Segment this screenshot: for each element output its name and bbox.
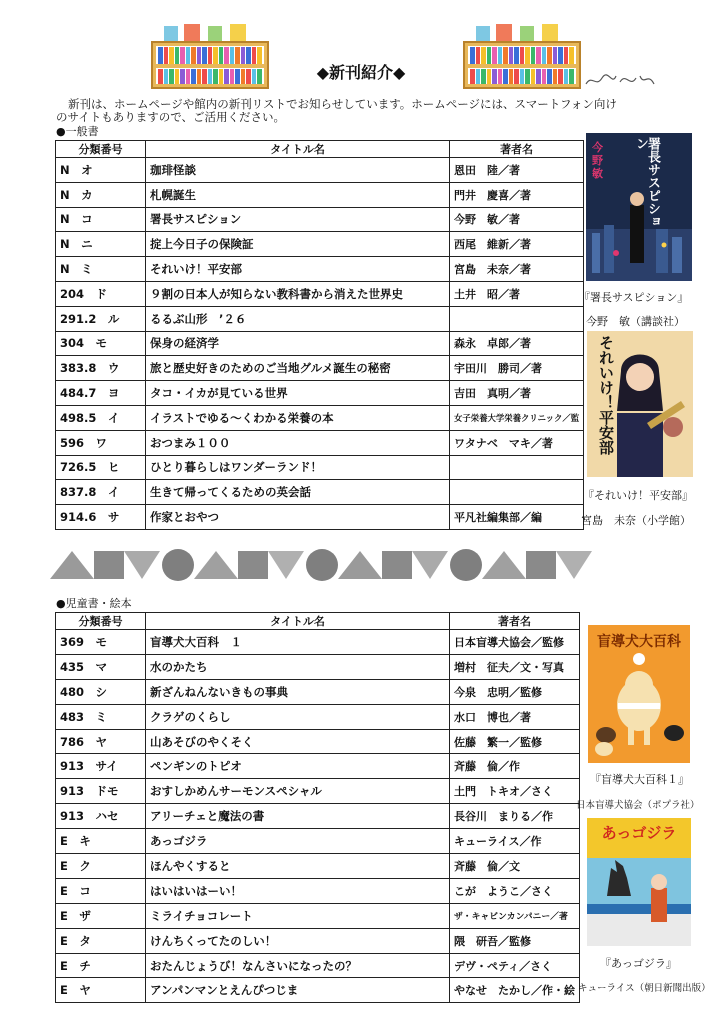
cell-author: 今泉 忠明／監修: [450, 679, 580, 704]
table-row: [56, 232, 584, 257]
cell-code: 480 シ: [56, 679, 146, 704]
column-header-title: タイトル名: [146, 613, 450, 630]
cell-title: アリーチェと魔法の書: [146, 804, 450, 829]
cell-title: 盲導犬大百科 １: [146, 630, 450, 655]
cell-author: 吉田 真明／著: [450, 381, 584, 406]
cell-author: 宮島 未奈／著: [450, 257, 584, 282]
cell-code: 304 モ: [56, 331, 146, 356]
cell-code: N コ: [56, 207, 146, 232]
bookshelf-left-icon: [150, 20, 270, 90]
cell-title: はいはいはーい！: [146, 878, 450, 903]
cell-title: おたんじょうび！なんさいになったの？: [146, 953, 450, 978]
table-header-row: [56, 141, 584, 158]
cell-author: [450, 306, 584, 331]
book-cover-shocho-suspicion: [586, 133, 692, 281]
cover-title-text: 盲導犬大百科: [597, 634, 681, 650]
cell-title: けんちくってたのしい！: [146, 928, 450, 953]
table-row: [56, 207, 584, 232]
table-row: [56, 729, 580, 754]
cell-title: ９割の日本人が知らない教科書から消えた世界史: [146, 281, 450, 306]
cell-code: E ク: [56, 854, 146, 879]
cell-code: 369 モ: [56, 630, 146, 655]
cell-code: 913 サイ: [56, 754, 146, 779]
table-row: [56, 405, 584, 430]
cell-code: 913 ハセ: [56, 804, 146, 829]
table-row: [56, 903, 580, 928]
table-row: [56, 257, 584, 282]
cell-title: 生きて帰ってくるための英会話: [146, 480, 450, 505]
book-cover-modoken-daihyakka: [588, 625, 690, 763]
cover-caption-title: 『盲導犬大百科１』: [590, 773, 689, 786]
cell-author: ザ・キャビンカンパニー／著: [450, 903, 580, 928]
table-row: [56, 281, 584, 306]
table-row: [56, 630, 580, 655]
table-row: [56, 704, 580, 729]
cell-title: ミライチョコレート: [146, 903, 450, 928]
cell-author: 恩田 陸／著: [450, 158, 584, 183]
column-header-code: 分類番号: [56, 141, 146, 158]
table-row: [56, 480, 584, 505]
cover-author-text: 今野 敏: [592, 141, 603, 180]
cell-code: N カ: [56, 182, 146, 207]
cell-title: 作家とおやつ: [146, 505, 450, 530]
cell-author: 長谷川 まりる／作: [450, 804, 580, 829]
cover-caption-author: 宮島 未奈（小学館）: [581, 514, 691, 527]
table-row: [56, 505, 584, 530]
table-row: [56, 878, 580, 903]
cell-author: [450, 480, 584, 505]
cell-code: E ヤ: [56, 978, 146, 1003]
cell-code: 913 ドモ: [56, 779, 146, 804]
cell-author: 斉藤 倫／文: [450, 854, 580, 879]
cell-title: イラストでゆる～くわかる栄養の本: [146, 405, 450, 430]
cover-title-text: それいけ！平安部: [597, 335, 615, 455]
cell-title: 掟上今日子の保険証: [146, 232, 450, 257]
cell-author: 水口 博也／著: [450, 704, 580, 729]
cover-caption-title: 『それいけ！平安部』: [583, 489, 693, 502]
cell-code: 726.5 ヒ: [56, 455, 146, 480]
book-cover-soreike-heianbu: [587, 331, 693, 477]
table-row: [56, 754, 580, 779]
column-header-title: タイトル名: [146, 141, 450, 158]
cover-title-text: 署長サスピション: [633, 137, 660, 228]
cell-code: 498.5 イ: [56, 405, 146, 430]
intro-text: [56, 98, 676, 124]
cell-author: 今野 敏／著: [450, 207, 584, 232]
cell-title: おつまみ１００: [146, 430, 450, 455]
cell-code: 383.8 ウ: [56, 356, 146, 381]
table-row: [56, 381, 584, 406]
table-row: [56, 306, 584, 331]
cell-title: あっゴジラ: [146, 829, 450, 854]
cell-title: ほんやくすると: [146, 854, 450, 879]
table-row: [56, 331, 584, 356]
cell-title: それいけ！平安部: [146, 257, 450, 282]
cell-title: るるぶ山形 ’２６: [146, 306, 450, 331]
table-row: [56, 430, 584, 455]
table-row: [56, 779, 580, 804]
column-header-author: 著者名: [450, 613, 580, 630]
cell-author: 平凡社編集部／編: [450, 505, 584, 530]
cover-title-text: あっゴジラ: [601, 824, 677, 842]
table-row: [56, 978, 580, 1003]
cell-code: E タ: [56, 928, 146, 953]
table-row: [56, 804, 580, 829]
cell-author: 門井 慶喜／著: [450, 182, 584, 207]
cell-author: 宇田川 勝司／著: [450, 356, 584, 381]
cell-author: 土門 トキオ／さく: [450, 779, 580, 804]
cell-title: 署長サスピション: [146, 207, 450, 232]
cell-code: 291.2 ル: [56, 306, 146, 331]
cell-title: 水のかたち: [146, 654, 450, 679]
cell-code: 483 ミ: [56, 704, 146, 729]
cell-title: 珈琲怪談: [146, 158, 450, 183]
cell-author: こが ようこ／さく: [450, 878, 580, 903]
general-books-table: [55, 140, 584, 530]
cell-title: 山あそびのやくそく: [146, 729, 450, 754]
cell-title: 札幌誕生: [146, 182, 450, 207]
cell-code: E チ: [56, 953, 146, 978]
cell-author: やなせ たかし／作・絵: [450, 978, 580, 1003]
cell-code: 484.7 ヨ: [56, 381, 146, 406]
cell-code: 837.8 イ: [56, 480, 146, 505]
cell-code: N ミ: [56, 257, 146, 282]
cell-author: ワタナベ マキ／著: [450, 430, 584, 455]
cell-author: 土井 昭／著: [450, 281, 584, 306]
cell-author: 森永 卓郎／著: [450, 331, 584, 356]
cell-title: 旅と歴史好きのためのご当地グルメ誕生の秘密: [146, 356, 450, 381]
cell-author: キューライス／作: [450, 829, 580, 854]
table-row: [56, 158, 584, 183]
cell-title: ペンギンのトピオ: [146, 754, 450, 779]
page-title: ◆新刊紹介◆: [316, 63, 406, 82]
cell-code: 204 ド: [56, 281, 146, 306]
cell-author: [450, 455, 584, 480]
cell-code: 435 マ: [56, 654, 146, 679]
table-row: [56, 455, 584, 480]
cell-title: 保身の経済学: [146, 331, 450, 356]
decorative-divider: [50, 545, 610, 585]
cell-title: アンパンマンとえんぴつじま: [146, 978, 450, 1003]
cell-author: 日本盲導犬協会／監修: [450, 630, 580, 655]
cell-author: デヴ・ペティ／さく: [450, 953, 580, 978]
cell-code: E コ: [56, 878, 146, 903]
children-section-label: ●児童書・絵本: [56, 597, 132, 610]
cell-code: E キ: [56, 829, 146, 854]
cell-title: クラゲのくらし: [146, 704, 450, 729]
table-row: [56, 953, 580, 978]
children-books-table: [55, 612, 580, 1003]
cell-author: 増村 征夫／文・写真: [450, 654, 580, 679]
table-row: [56, 928, 580, 953]
bookshelf-right-icon: [462, 20, 582, 90]
book-cover-a-gojira: [587, 818, 691, 946]
cover-caption-author: キューライス（朝日新聞出版）: [578, 983, 711, 994]
table-header-row: [56, 613, 580, 630]
column-header-code: 分類番号: [56, 613, 146, 630]
cover-caption-author: 今野 敏（講談社）: [586, 315, 685, 328]
cover-caption-title: 『署長サスピション』: [579, 291, 689, 304]
cover-caption-author: 日本盲導犬協会（ポプラ社）: [576, 800, 700, 811]
intro-line-2: のサイトもありますので、ご活用ください。: [56, 110, 285, 124]
cell-title: おすしかめんサーモンスペシャル: [146, 779, 450, 804]
intro-line-1: 新刊は、ホームページや館内の新刊リストでお知らせしています。ホームページには、スマートフォン向け: [68, 97, 617, 111]
cell-code: N ニ: [56, 232, 146, 257]
column-header-author: 著者名: [450, 141, 584, 158]
cell-author: 女子栄養大学栄養クリニック／監: [450, 405, 584, 430]
table-row: [56, 356, 584, 381]
table-row: [56, 654, 580, 679]
cell-title: タコ・イカが見ている世界: [146, 381, 450, 406]
cell-title: ひとり暮らしはワンダーランド！: [146, 455, 450, 480]
cell-author: 隈 研吾／監修: [450, 928, 580, 953]
general-section-label: ●一般書: [56, 125, 99, 138]
table-row: [56, 679, 580, 704]
cell-author: 佐藤 繁一／監修: [450, 729, 580, 754]
cell-title: 新ざんねんないきもの事典: [146, 679, 450, 704]
cell-code: 786 ヤ: [56, 729, 146, 754]
cover-caption-title: 『あっゴジラ』: [600, 957, 677, 970]
cell-author: 西尾 維新／著: [450, 232, 584, 257]
table-row: [56, 182, 584, 207]
cell-code: 914.6 サ: [56, 505, 146, 530]
handwritten-signature: [582, 68, 662, 92]
table-row: [56, 854, 580, 879]
cell-author: 斉藤 倫／作: [450, 754, 580, 779]
cell-code: N オ: [56, 158, 146, 183]
cell-code: E ザ: [56, 903, 146, 928]
cell-code: 596 ワ: [56, 430, 146, 455]
table-row: [56, 829, 580, 854]
